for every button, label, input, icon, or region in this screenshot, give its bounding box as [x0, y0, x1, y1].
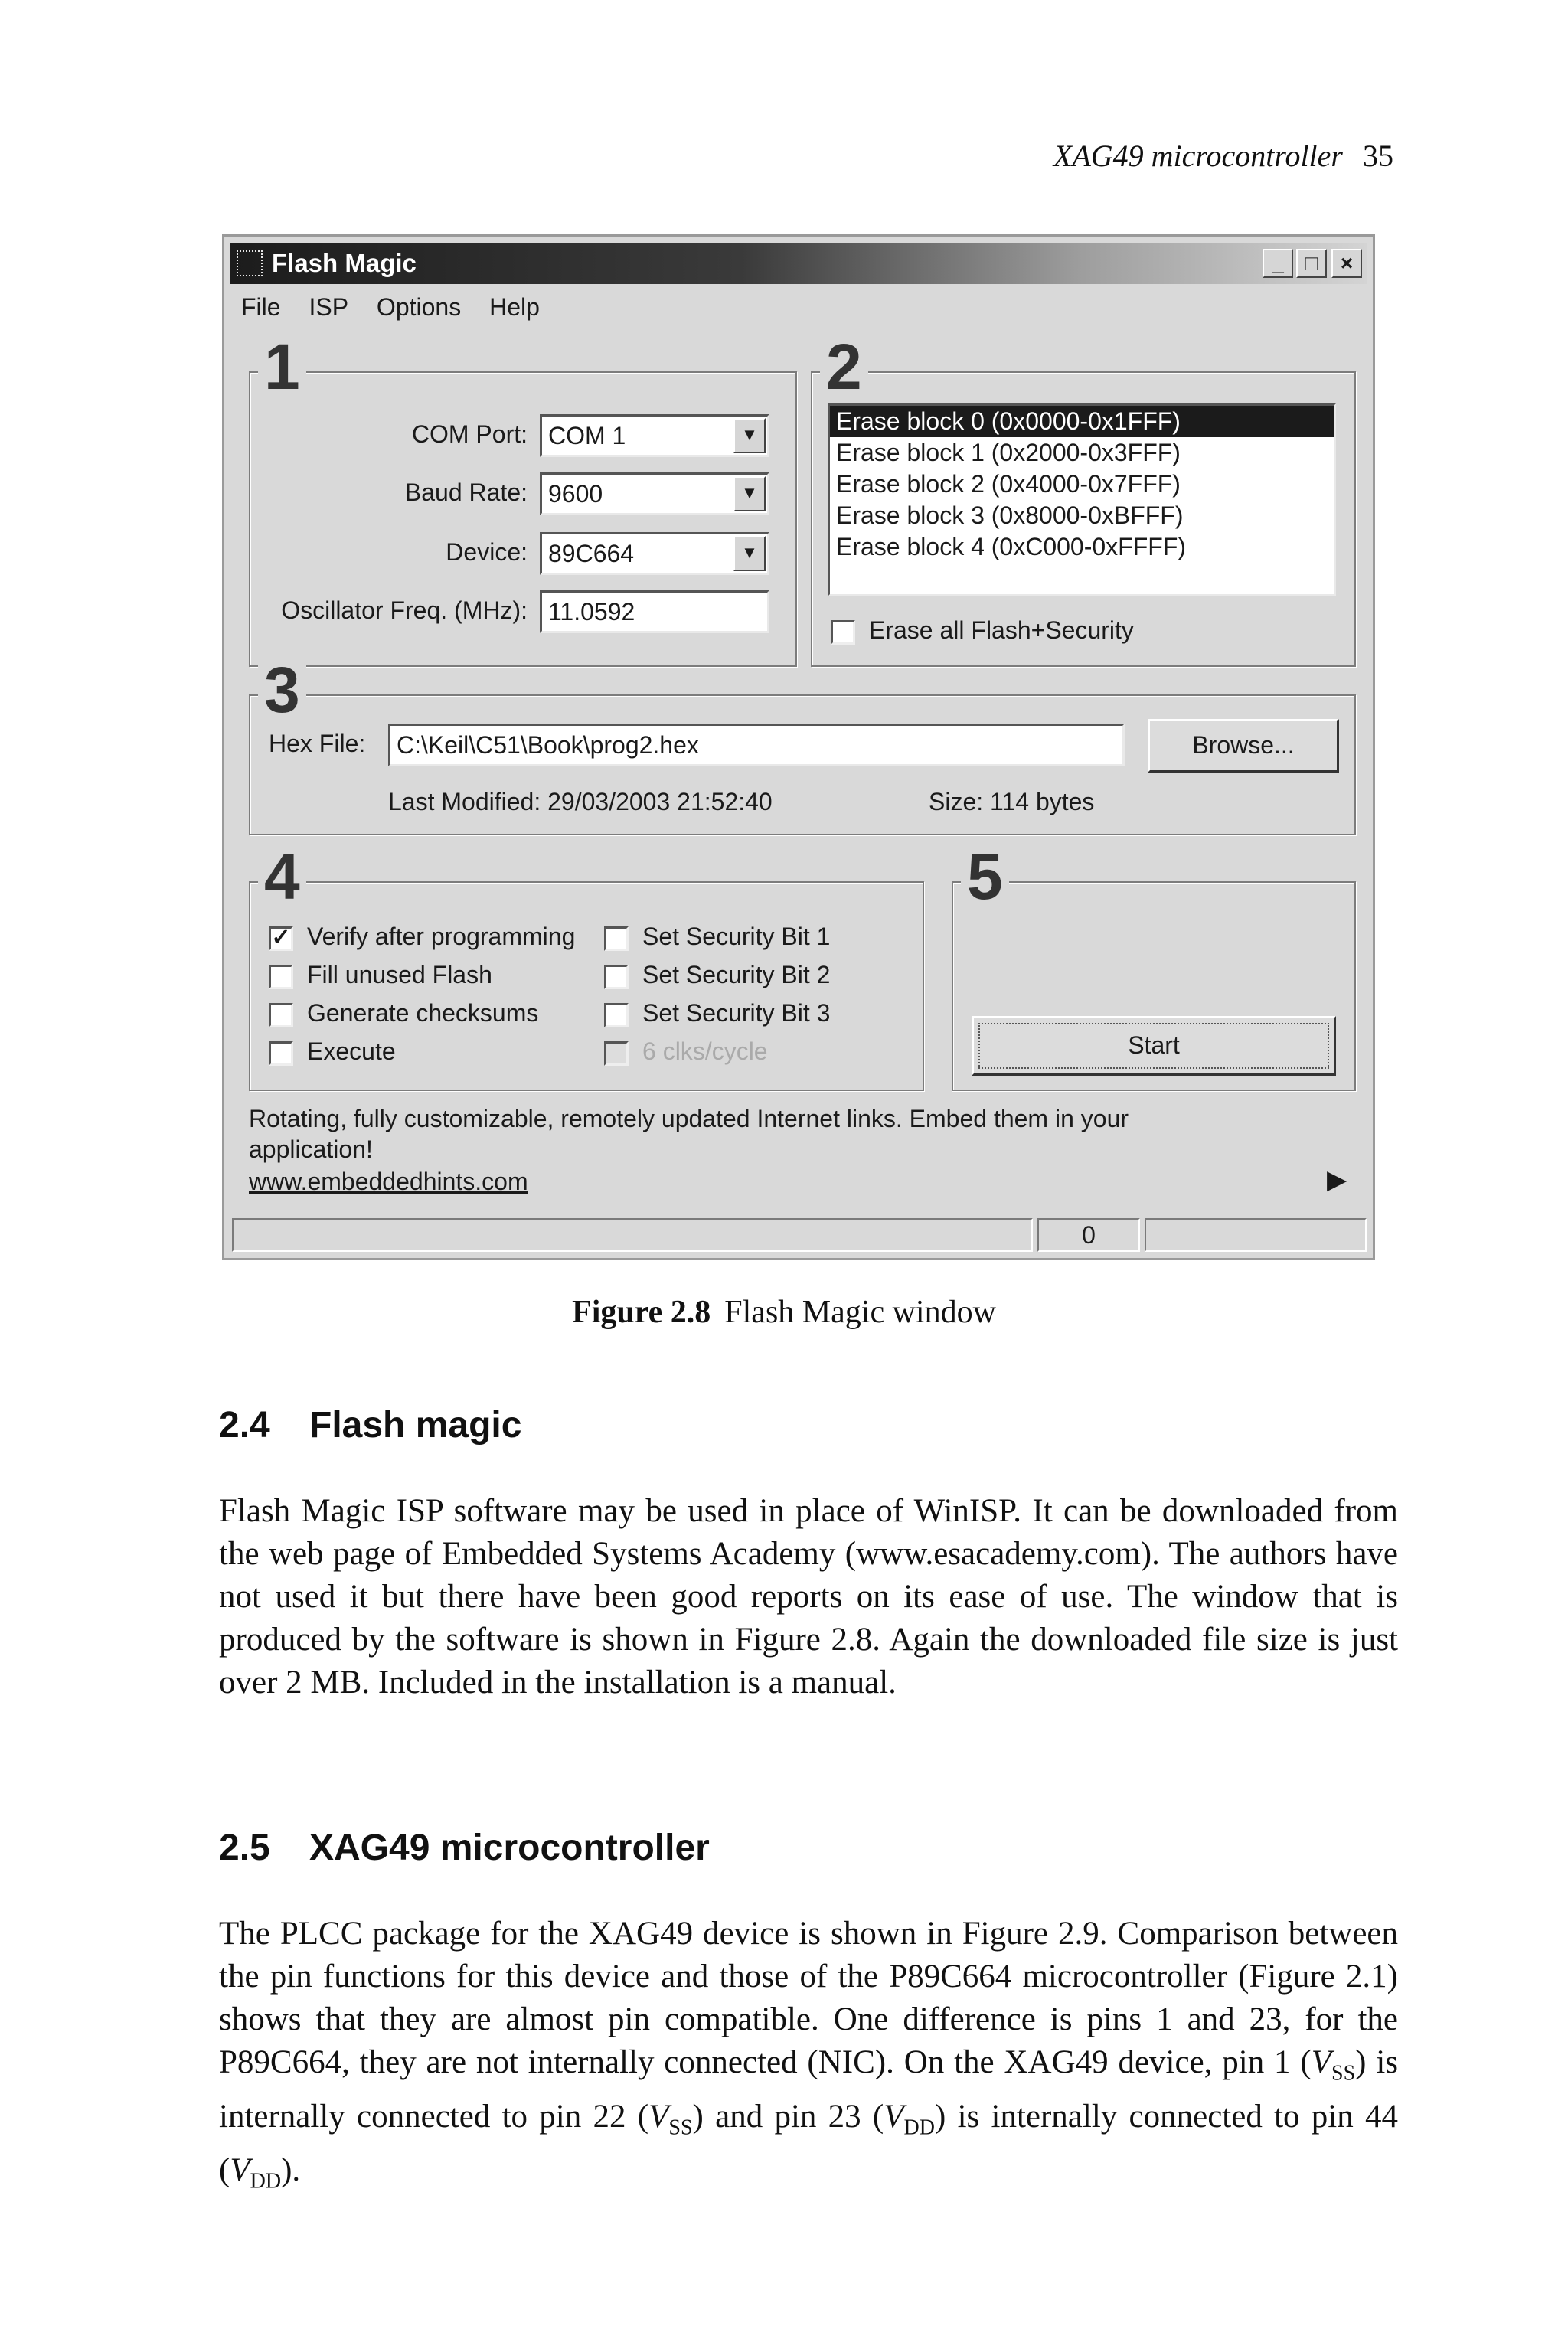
- security-bit-3-checkbox[interactable]: [604, 999, 830, 1033]
- device-value: 89C664: [548, 540, 635, 567]
- status-cell-count: 0: [1037, 1218, 1140, 1252]
- section-number: 2.5: [219, 1828, 270, 1868]
- section-number: 2.4: [219, 1405, 270, 1446]
- device-label: Device:: [446, 538, 528, 566]
- figure-label: Figure 2.8: [572, 1295, 711, 1330]
- para-text: ) is internally connected to pin 44 (: [219, 2098, 1399, 2189]
- subscript: SS: [1331, 2061, 1356, 2086]
- list-item[interactable]: Erase block 3 (0x8000-0xBFFF): [836, 501, 1184, 529]
- para-text: ) and pin 23 (: [692, 2098, 884, 2135]
- com-port-value: COM 1: [548, 422, 626, 449]
- checkbox-box[interactable]: [269, 1003, 293, 1027]
- security-bit-1-label: Set Security Bit 1: [642, 923, 831, 950]
- security-bit-1-checkbox[interactable]: [604, 923, 830, 956]
- status-cell-progress: [232, 1218, 1033, 1252]
- clks-cycle-checkbox[interactable]: [604, 1037, 768, 1071]
- chevron-down-icon[interactable]: ▼: [733, 476, 766, 511]
- step4-options-group: [249, 841, 924, 1091]
- symbol-v: V: [648, 2098, 669, 2135]
- checkbox-box[interactable]: [604, 1003, 629, 1027]
- step2-number: 2: [820, 335, 868, 399]
- step2-erase-group: [811, 331, 1356, 667]
- figure-caption: [0, 1294, 1568, 1331]
- baud-rate-select[interactable]: [540, 472, 769, 515]
- fill-unused-label: Fill unused Flash: [307, 961, 492, 988]
- browse-button[interactable]: Browse...: [1148, 719, 1339, 773]
- erase-all-checkbox[interactable]: [831, 616, 1134, 650]
- window-title: Flash Magic: [272, 249, 416, 277]
- com-port-select[interactable]: [540, 414, 769, 457]
- erase-all-label: Erase all Flash+Security: [869, 616, 1134, 644]
- com-port-label: COM Port:: [411, 420, 528, 448]
- step5-start-group: [952, 841, 1356, 1091]
- checkbox-box[interactable]: [831, 620, 855, 645]
- list-item[interactable]: Erase block 4 (0xC000-0xFFFF): [836, 533, 1187, 560]
- subscript: DD: [903, 2115, 935, 2140]
- step1-number: 1: [258, 335, 306, 399]
- page-number: 35: [1363, 139, 1393, 173]
- status-cell-info: [1145, 1218, 1367, 1252]
- start-button[interactable]: [972, 1016, 1336, 1076]
- oscillator-input[interactable]: 11.0592: [540, 590, 769, 633]
- symbol-v: V: [230, 2152, 250, 2189]
- menu-help[interactable]: Help: [489, 293, 540, 321]
- checkbox-box[interactable]: [269, 1041, 293, 1066]
- menu-file[interactable]: File: [241, 293, 281, 321]
- section-title: XAG49 microcontroller: [309, 1828, 710, 1868]
- security-bit-2-checkbox[interactable]: [604, 961, 830, 995]
- file-size-text: Size: 114 bytes: [929, 788, 1095, 815]
- check-icon[interactable]: ✓: [269, 926, 293, 951]
- app-icon: [237, 250, 263, 276]
- hex-file-input[interactable]: C:\Keil\C51\Book\prog2.hex: [388, 724, 1125, 766]
- symbol-v: V: [1311, 2044, 1331, 2080]
- chevron-down-icon[interactable]: ▼: [733, 418, 766, 453]
- step1-communications-group: [249, 331, 797, 667]
- baud-rate-value: 9600: [548, 480, 603, 508]
- checkbox-box[interactable]: [604, 926, 629, 951]
- symbol-v: V: [884, 2098, 904, 2135]
- fill-unused-checkbox[interactable]: [269, 961, 492, 995]
- title-bar[interactable]: [230, 243, 1367, 284]
- step5-number: 5: [961, 845, 1009, 909]
- checkbox-box[interactable]: [604, 965, 629, 989]
- security-bit-2-label: Set Security Bit 2: [642, 961, 831, 988]
- device-select[interactable]: [540, 532, 769, 575]
- step3-hex-file-group: [249, 654, 1356, 835]
- para-text: ).: [281, 2152, 301, 2189]
- ad-link[interactable]: www.embeddedhints.com: [249, 1168, 528, 1195]
- clks-cycle-label: 6 clks/cycle: [642, 1037, 768, 1065]
- next-arrow-icon[interactable]: ▶: [1327, 1165, 1348, 1194]
- step4-number: 4: [258, 845, 306, 909]
- checksums-label: Generate checksums: [307, 999, 539, 1027]
- figure-caption-text: Flash Magic window: [724, 1295, 996, 1330]
- hex-file-label: Hex File:: [269, 730, 366, 757]
- running-head-title: XAG49 microcontroller: [1053, 139, 1343, 173]
- checkbox-box[interactable]: [269, 965, 293, 989]
- list-item[interactable]: Erase block 2 (0x4000-0x7FFF): [836, 470, 1181, 498]
- focus-rectangle: [978, 1023, 1329, 1069]
- oscillator-label: Oscillator Freq. (MHz):: [281, 596, 528, 624]
- section-title: Flash magic: [309, 1405, 522, 1446]
- step3-number: 3: [258, 658, 306, 722]
- chevron-down-icon[interactable]: ▼: [733, 536, 766, 571]
- paragraph-xag49: [219, 1913, 1398, 2204]
- checksums-checkbox[interactable]: [269, 999, 538, 1033]
- verify-checkbox[interactable]: [269, 923, 575, 956]
- execute-label: Execute: [307, 1037, 396, 1065]
- para-text: The PLCC package for the XAG49 device is shown in Figure 2.9. Comparison between the pin functions for this device and those of the P89C664 microcontroller (Figure 2.1) shows that they are almost pin compatible. One difference is pins 1 and 23, for the P89C664, they are not internally connected (NIC). On the XAG49 device, pin 1 (: [219, 1916, 1398, 2080]
- subscript: DD: [250, 2169, 282, 2194]
- section-heading-2-4: [219, 1404, 521, 1446]
- list-item[interactable]: Erase block 0 (0x0000-0x1FFF): [830, 406, 1334, 437]
- subscript: SS: [668, 2115, 693, 2140]
- maximize-button[interactable]: □: [1296, 249, 1327, 278]
- menu-isp[interactable]: ISP: [309, 293, 349, 321]
- flash-magic-window: [222, 234, 1375, 1260]
- menu-bar: [241, 293, 561, 322]
- running-head: [842, 138, 1393, 174]
- section-heading-2-5: [219, 1827, 710, 1869]
- menu-options[interactable]: Options: [376, 293, 462, 321]
- baud-rate-label: Baud Rate:: [404, 479, 528, 506]
- list-item[interactable]: Erase block 1 (0x2000-0x3FFF): [836, 439, 1181, 466]
- minimize-button[interactable]: _: [1263, 249, 1293, 278]
- verify-label: Verify after programming: [307, 923, 576, 950]
- security-bit-3-label: Set Security Bit 3: [642, 999, 831, 1027]
- close-button[interactable]: ×: [1331, 249, 1362, 278]
- start-label: Start: [1128, 1031, 1180, 1059]
- paragraph-flash-magic: Flash Magic ISP software may be used in place of WinISP. It can be downloaded from the web page of Embedded Systems Academy (www.esacademy.com). The authors have not used it but there have been good reports on its ease of use. The window that is produced by the software is shown in Figure 2.8. Again the downloaded file size is just over 2 MB. Included in the installation is a manual.: [219, 1493, 1398, 1700]
- erase-block-list[interactable]: [828, 403, 1336, 596]
- checkbox-box[interactable]: [604, 1041, 629, 1066]
- execute-checkbox[interactable]: [269, 1037, 396, 1071]
- last-modified-text: Last Modified: 29/03/2003 21:52:40: [388, 788, 773, 815]
- ad-text: Rotating, fully customizable, remotely updated Internet links. Embed them in your application!: [249, 1105, 1129, 1163]
- para-text: ) is internally connected to pin 22 (: [219, 2044, 1398, 2135]
